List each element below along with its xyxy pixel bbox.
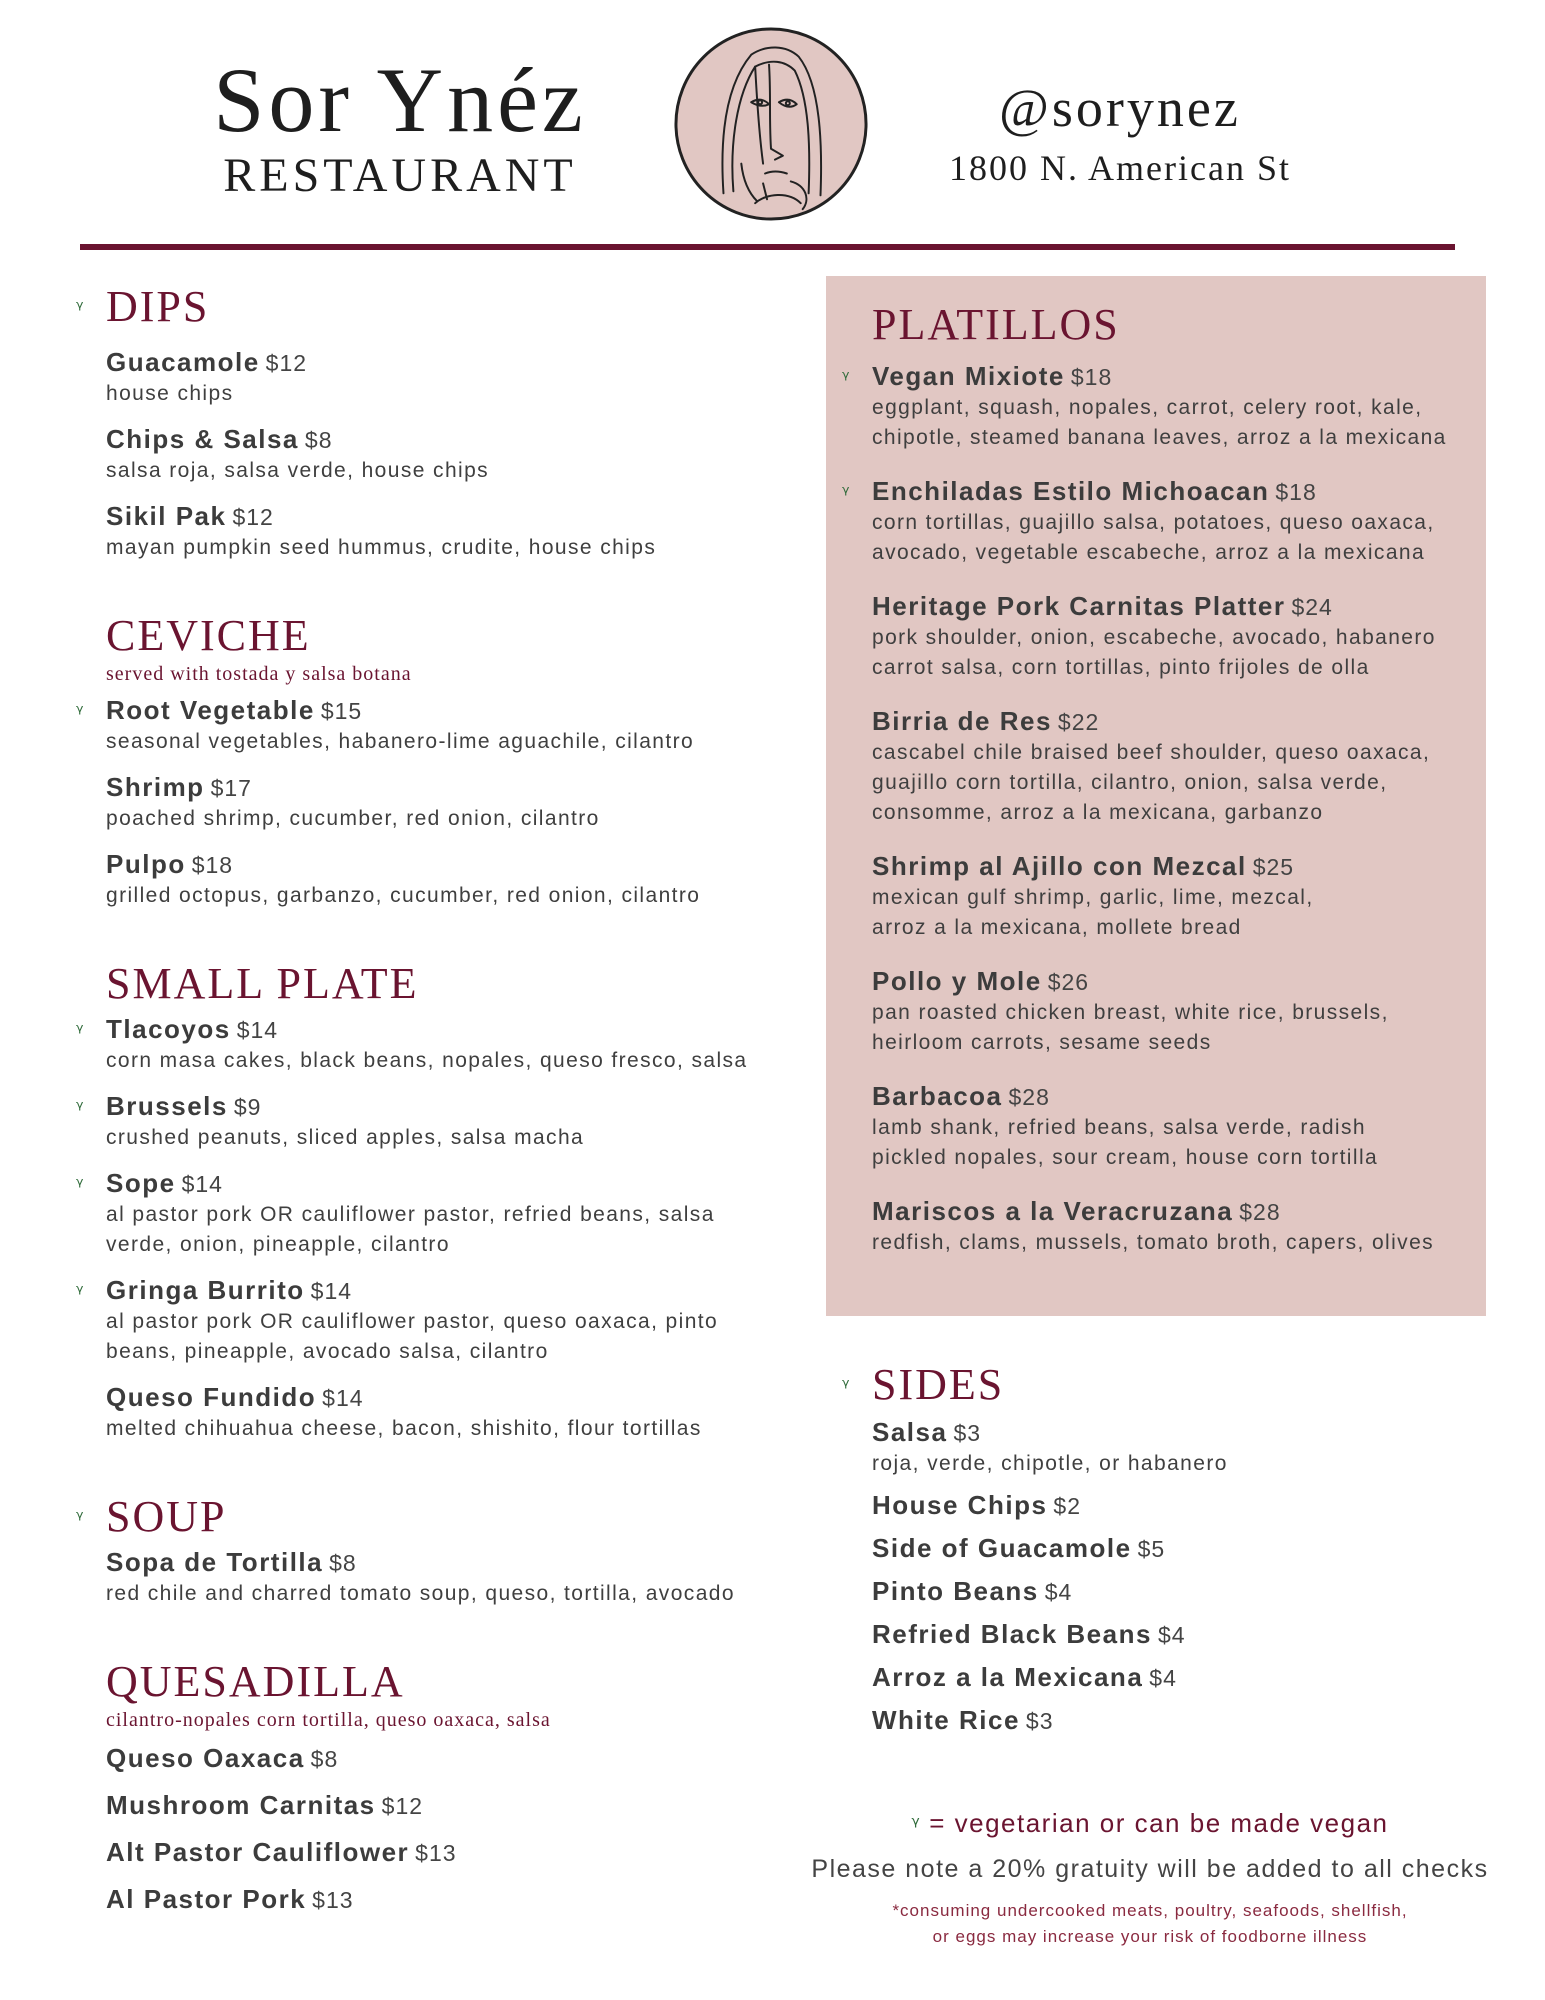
vegetarian-icon: ᵞ — [842, 1374, 852, 1398]
item-name: Sikil Pak — [106, 501, 227, 531]
section-title-small-plate: SMALL PLATE — [106, 959, 419, 1008]
menu-item — [872, 850, 1452, 943]
item-name: Gringa Burrito — [106, 1275, 305, 1305]
section-title-sides: ᵞ SIDES — [842, 1360, 1005, 1409]
menu-item — [76, 1274, 816, 1367]
item-price: $18 — [191, 852, 234, 878]
item-price: $4 — [1149, 1665, 1177, 1691]
item-description: eggplant, squash, nopales, carrot, celery root, kale, — [872, 396, 1423, 419]
item-name: Pinto Beans — [872, 1576, 1039, 1606]
menu-item — [76, 694, 816, 757]
item-name: Guacamole — [106, 347, 260, 377]
item-name: Root Vegetable — [106, 695, 315, 725]
item-description: pork shoulder, onion, escabeche, avocado, habanero — [872, 626, 1436, 649]
item-description: avocado, vegetable escabeche, arroz a la mexicana — [872, 541, 1426, 564]
item-name: Mushroom Carnitas — [106, 1790, 376, 1820]
header-divider — [80, 244, 1455, 250]
section-sides — [826, 1360, 1486, 1737]
item-price: $18 — [1275, 479, 1317, 505]
vegetarian-icon: ᵞ — [76, 296, 86, 320]
item-name: Alt Pastor Cauliflower — [106, 1837, 410, 1867]
menu-item — [106, 1883, 816, 1916]
item-price: $24 — [1291, 594, 1333, 620]
section-title-soup: ᵞ SOUP — [76, 1492, 227, 1541]
item-description: mexican gulf shrimp, garlic, lime, mezcal, — [872, 886, 1314, 909]
item-price: $14 — [310, 1278, 353, 1304]
item-price: $13 — [415, 1840, 457, 1866]
menu-item — [106, 423, 816, 486]
item-name: White Rice — [872, 1705, 1020, 1735]
item-name: Pollo y Mole — [872, 966, 1042, 996]
section-title-quesadilla: QUESADILLA — [106, 1657, 405, 1706]
item-name: Tlacoyos — [106, 1014, 231, 1044]
item-price: $14 — [236, 1017, 279, 1043]
item-price: $26 — [1047, 969, 1090, 995]
menu-right-column — [826, 276, 1486, 1737]
restaurant-name — [190, 49, 610, 202]
item-name: Enchiladas Estilo Michoacan — [872, 476, 1270, 506]
menu-item — [872, 1532, 1486, 1565]
menu-left-column — [76, 282, 816, 1916]
item-name: Salsa — [872, 1417, 948, 1447]
item-description: crushed peanuts, sliced apples, salsa macha — [106, 1126, 585, 1149]
item-name: Vegan Mixiote — [872, 361, 1065, 391]
section-small-plate — [76, 959, 816, 1444]
item-price: $15 — [320, 698, 363, 724]
item-price: $12 — [381, 1793, 424, 1819]
item-price: $2 — [1053, 1493, 1082, 1519]
item-description: cascabel chile braised beef shoulder, queso oaxaca, — [872, 741, 1431, 764]
item-name: Side of Guacamole — [872, 1533, 1132, 1563]
menu-item — [76, 1167, 816, 1260]
vegetarian-icon: ᵞ — [76, 1280, 84, 1304]
menu-item — [106, 771, 816, 834]
menu-item — [106, 346, 816, 409]
gratuity-note: Please note a 20% gratuity will be added to all checks — [811, 1855, 1489, 1883]
item-description: pan roasted chicken breast, white rice, brussels, — [872, 1001, 1389, 1024]
item-price: $8 — [304, 427, 333, 453]
item-name: Arroz a la Mexicana — [872, 1662, 1144, 1692]
restaurant-contact — [920, 78, 1320, 190]
menu-item — [106, 1789, 816, 1822]
item-price: $18 — [1070, 364, 1113, 390]
vegetarian-icon: ᵞ — [76, 1506, 86, 1530]
vegetarian-icon: ᵞ — [842, 481, 850, 505]
item-description: house chips — [106, 382, 234, 405]
item-name: Barbacoa — [872, 1081, 1003, 1111]
vegetarian-icon: ᵞ — [76, 700, 84, 724]
menu-item — [872, 1195, 1452, 1258]
item-name: Sope — [106, 1168, 176, 1198]
item-name: Chips & Salsa — [106, 424, 299, 454]
item-price: $8 — [310, 1746, 339, 1772]
section-soup — [76, 1492, 816, 1609]
item-price: $5 — [1137, 1536, 1166, 1562]
item-price: $8 — [329, 1550, 357, 1576]
menu-item — [842, 475, 1452, 568]
section-title-ceviche: CEVICHE — [106, 611, 311, 660]
item-price: $25 — [1252, 854, 1295, 880]
section-quesadilla — [76, 1657, 816, 1916]
item-description: arroz a la mexicana, mollete bread — [872, 916, 1242, 939]
menu-item — [872, 705, 1452, 828]
item-description: redfish, clams, mussels, tomato broth, capers, olives — [872, 1231, 1435, 1254]
item-description: seasonal vegetables, habanero-lime aguachile, cilantro — [106, 730, 695, 753]
menu-item — [872, 1489, 1486, 1522]
item-name: Brussels — [106, 1091, 228, 1121]
item-description: guajillo corn tortilla, cilantro, onion, salsa verde, — [872, 771, 1388, 794]
restaurant-address: 1800 N. American St — [949, 148, 1291, 188]
item-price: $12 — [265, 350, 308, 376]
item-price: $4 — [1157, 1622, 1186, 1648]
item-price: $17 — [210, 775, 252, 801]
item-name: Mariscos a la Veracruzana — [872, 1196, 1234, 1226]
item-description: heirloom carrots, sesame seeds — [872, 1031, 1212, 1054]
menu-item — [872, 1080, 1452, 1173]
menu-item — [872, 590, 1452, 683]
item-description: al pastor pork OR cauliflower pastor, refried beans, salsa — [106, 1203, 715, 1226]
item-price: $12 — [232, 504, 274, 530]
section-subtitle-ceviche: served with tostada y salsa botana — [106, 663, 412, 685]
section-platillos — [826, 276, 1486, 1316]
menu-item — [106, 848, 816, 911]
item-description: chipotle, steamed banana leaves, arroz a la mexicana — [872, 426, 1447, 449]
item-description: corn tortillas, guajillo salsa, potatoes, queso oaxaca, — [872, 511, 1435, 534]
item-price: $9 — [233, 1094, 262, 1120]
item-name: Birria de Res — [872, 706, 1052, 736]
item-price: $28 — [1239, 1199, 1281, 1225]
menu-item — [872, 1575, 1486, 1608]
item-description: al pastor pork OR cauliflower pastor, queso oaxaca, pinto — [106, 1310, 719, 1333]
section-dips — [76, 282, 816, 563]
menu-item — [106, 1546, 816, 1609]
item-description: melted chihuahua cheese, bacon, shishito, flour tortillas — [106, 1417, 702, 1440]
item-description: red chile and charred tomato soup, queso, tortilla, avocado — [106, 1582, 735, 1605]
section-ceviche — [76, 611, 816, 911]
menu-item — [872, 965, 1452, 1058]
section-subtitle-quesadilla: cilantro-nopales corn tortilla, queso oaxaca, salsa — [106, 1709, 551, 1731]
restaurant-name-line1: Sor Ynéz — [213, 49, 587, 151]
item-name: Shrimp — [106, 772, 205, 802]
menu-item — [872, 1661, 1486, 1694]
item-description: carrot salsa, corn tortillas, pinto frijoles de olla — [872, 656, 1370, 679]
nun-portrait-logo-icon — [672, 25, 870, 223]
item-description: consomme, arroz a la mexicana, garbanzo — [872, 801, 1324, 824]
item-price: $4 — [1044, 1579, 1073, 1605]
item-description: poached shrimp, cucumber, red onion, cilantro — [106, 807, 600, 830]
vegetarian-icon: ᵞ — [76, 1019, 84, 1043]
menu-item — [76, 1013, 816, 1076]
item-price: $13 — [312, 1887, 354, 1913]
menu-item — [872, 1618, 1486, 1651]
item-description: pickled nopales, sour cream, house corn tortilla — [872, 1146, 1379, 1169]
item-name: Shrimp al Ajillo con Mezcal — [872, 851, 1247, 881]
menu-item — [842, 360, 1452, 453]
item-description: roja, verde, chipotle, or habanero — [872, 1452, 1228, 1475]
menu-item — [872, 1704, 1486, 1737]
social-handle: @sorynez — [999, 78, 1241, 138]
health-warning: *consuming undercooked meats, poultry, seafoods, shellfish, or eggs may increase your risk of foodborne illness — [892, 1901, 1408, 1946]
item-price: $14 — [181, 1171, 223, 1197]
menu-item — [106, 1836, 816, 1869]
menu-item — [106, 1742, 816, 1775]
item-name: Queso Fundido — [106, 1382, 317, 1412]
item-description: lamb shank, refried beans, salsa verde, radish — [872, 1116, 1366, 1139]
section-title-platillos: PLATILLOS — [872, 300, 1120, 349]
vegetarian-icon: ᵞ — [842, 366, 850, 390]
item-description: verde, onion, pineapple, cilantro — [106, 1233, 450, 1256]
item-name: Refried Black Beans — [872, 1619, 1152, 1649]
item-name: House Chips — [872, 1490, 1048, 1520]
menu-item — [106, 500, 816, 563]
item-name: Queso Oaxaca — [106, 1743, 305, 1773]
menu-item — [872, 1416, 1486, 1479]
item-price: $14 — [322, 1385, 364, 1411]
item-name: Al Pastor Pork — [106, 1884, 307, 1914]
item-name: Heritage Pork Carnitas Platter — [872, 591, 1286, 621]
vegetarian-legend: ᵞ = vegetarian or can be made vegan — [911, 1808, 1389, 1838]
vegetarian-icon: ᵞ — [76, 1096, 84, 1120]
vegetarian-icon: ᵞ — [911, 1813, 922, 1838]
item-price: $3 — [1025, 1708, 1054, 1734]
item-price: $22 — [1057, 709, 1100, 735]
item-price: $28 — [1008, 1084, 1050, 1110]
item-description: mayan pumpkin seed hummus, crudite, house chips — [106, 536, 657, 559]
item-description: salsa roja, salsa verde, house chips — [106, 459, 490, 482]
vegetarian-icon: ᵞ — [76, 1173, 84, 1197]
item-description: beans, pineapple, avocado salsa, cilantro — [106, 1340, 549, 1363]
item-name: Sopa de Tortilla — [106, 1547, 324, 1577]
restaurant-name-line2: RESTAURANT — [223, 149, 577, 202]
menu-footer — [780, 1808, 1520, 1950]
item-name: Pulpo — [106, 849, 186, 879]
section-title-dips: ᵞ DIPS — [76, 282, 210, 331]
item-price: $3 — [953, 1420, 982, 1446]
item-description: corn masa cakes, black beans, nopales, queso fresco, salsa — [106, 1049, 748, 1072]
item-description: grilled octopus, garbanzo, cucumber, red onion, cilantro — [106, 884, 701, 907]
menu-item — [76, 1090, 816, 1153]
menu-item — [106, 1381, 816, 1444]
